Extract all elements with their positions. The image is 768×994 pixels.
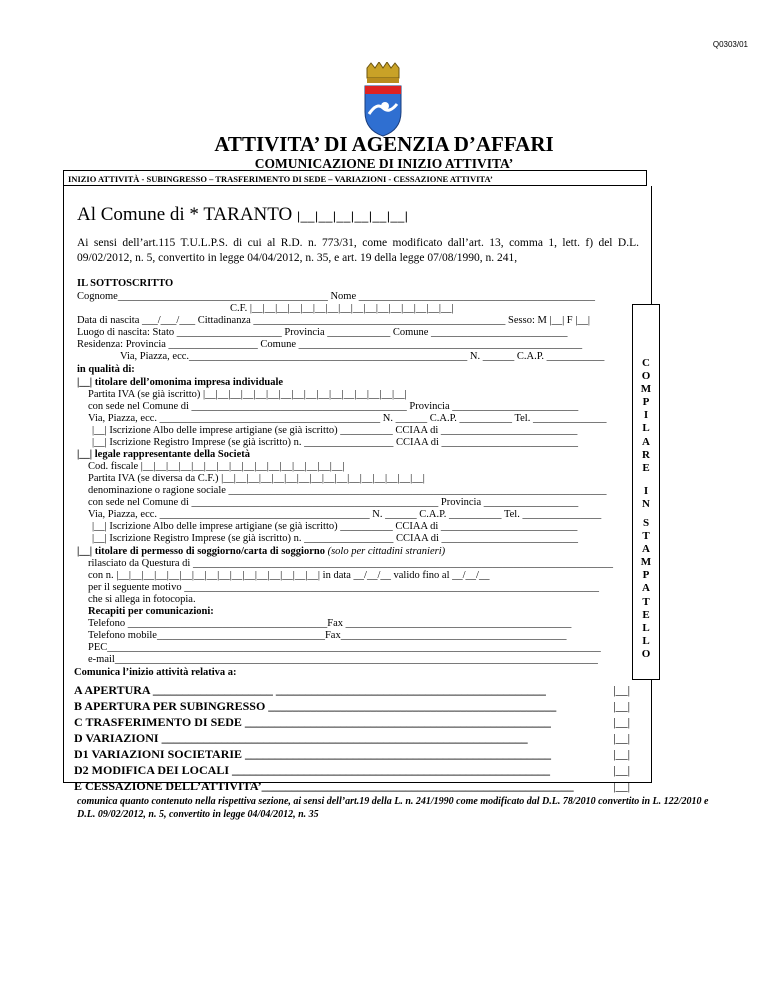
titolare-sede-field[interactable]: con sede nel Comune di _________________________________________ Provincia ________________________ [88, 401, 579, 412]
activity-checkbox[interactable]: |__| [613, 699, 630, 713]
intro-paragraph: Ai sensi dell’art.115 T.U.L.P.S. di cui al R.D. n. 773/31, come modificato dall’art. 13, comma 1, lett. f) del D.L. 09/02/2012, n. 5, convertito in legge 04/04/2012, n. 35, e art. 19 della legge 07/08/1990, n. 241, [77, 237, 639, 264]
activity-row[interactable] [74, 715, 630, 730]
side-instruction-box [632, 304, 660, 680]
titolare-albo-field[interactable]: |__| Iscrizione Albo delle imprese artigiane (se già iscritto) __________ CCIAA di __________________________ [92, 425, 578, 436]
page-title: ATTIVITA’ DI AGENZIA D’AFFARI [214, 132, 554, 156]
activity-checkbox[interactable]: |__| [613, 763, 630, 777]
qualita-heading: in qualità di: [77, 364, 135, 375]
recapiti-heading: Recapiti per comunicazioni: [88, 606, 214, 617]
side-text-stampatello: S T A M P A T E L L O [640, 517, 652, 660]
page-subtitle: COMUNICAZIONE DI INIZIO ATTIVITA’ [254, 156, 514, 171]
legale-sede-field[interactable]: con sede nel Comune di _______________________________________________ Provincia __________________ [88, 497, 579, 508]
activity-label: E CESSAZIONE DELL’ATTIVITA’____________________________________________________ [74, 779, 574, 793]
permesso-label: |__| titolare di permesso di soggiorno/carta di soggiorno [77, 546, 325, 557]
activity-types-bar: INIZIO ATTIVITÀ - SUBINGRESSO – TRASFERIMENTO DI SEDE – VARIAZIONI - CESSAZIONE ATTIVITA’ [63, 170, 647, 186]
side-text-in: I N [642, 485, 650, 511]
legale-via-field[interactable]: Via, Piazza, ecc. ________________________________________ N. ______ C.A.P. __________ Tel. _______________ [88, 509, 602, 520]
form-code: Q0303/01 [712, 40, 748, 49]
titolare-option[interactable]: |__| titolare dell’omonima impresa individuale [77, 377, 284, 388]
nascita-field[interactable]: Data di nascita ___/___/___ Cittadinanza ________________________________________________ Sesso: M |__| F |__| [77, 315, 590, 326]
comune-prefix: Al Comune di * [77, 204, 199, 225]
legale-piva-field[interactable]: Partita IVA (se diversa da C.F.) |__|__|__|__|__|__|__|__|__|__|__|__|__|__|__|__| [88, 473, 425, 484]
activity-row[interactable] [74, 731, 630, 746]
pec-field[interactable]: PEC______________________________________________________________________________________________ [88, 642, 601, 653]
activity-label: A APERTURA ____________________ _____________________________________________ [74, 683, 546, 697]
legale-denominazione-field[interactable]: denominazione o ragione sociale ________________________________________________________________________ [88, 485, 607, 496]
activity-label: D2 MODIFICA DEI LOCALI _____________________________________________________ [74, 763, 551, 777]
comune-name[interactable]: TARANTO [203, 204, 293, 225]
legale-registro-field[interactable]: |__| Iscrizione Registro Imprese (se già iscritto) n. _________________ CCIAA di __________________________ [92, 533, 578, 544]
comunica-heading: Comunica l’inizio attività relativa a: [74, 667, 237, 678]
activity-row[interactable] [74, 779, 630, 794]
permesso-option[interactable] [77, 546, 445, 557]
telefono-fax-field[interactable]: Telefono ______________________________________Fax ___________________________________________ [88, 618, 572, 629]
permesso-note: (solo per cittadini stranieri) [327, 546, 446, 557]
legale-albo-field[interactable]: |__| Iscrizione Albo delle imprese artigiane (se già iscritto) __________ CCIAA di __________________________ [92, 521, 578, 532]
activity-label: C TRASFERIMENTO DI SEDE ___________________________________________________ [74, 715, 551, 729]
activity-checkbox[interactable]: |__| [613, 715, 630, 729]
codice-fiscale-field[interactable]: C.F. |__|__|__|__|__|__|__|__|__|__|__|__|__|__|__|__| [230, 303, 454, 314]
permesso-motivo-field[interactable]: per il seguente motivo _______________________________________________________________________________ [88, 582, 599, 593]
city-crest-icon [355, 62, 411, 138]
titolare-via-field[interactable]: Via, Piazza, ecc. __________________________________________ N. ______ C.A.P. __________ Tel. ______________ [88, 413, 607, 424]
side-text-compilare: C O M P I L A R E [640, 357, 652, 474]
activity-row[interactable] [74, 699, 630, 714]
activity-label: B APERTURA PER SUBINGRESSO ________________________________________________ [74, 699, 557, 713]
luogo-nascita-field[interactable]: Luogo di nascita: Stato ____________________ Provincia ____________ Comune __________________________ [77, 327, 568, 338]
footer-note: comunica quanto contenuto nella rispettiva sezione, ai sensi dell’art.19 della L. n. 241/1990 come modificato dal D.L. 78/2010 convertito in L. 122/2010 e D.L. 09/02/2012, n. 5, convertito in legge 04/04/2012, n. 35 [77, 796, 709, 820]
activity-label: D VARIAZIONI _____________________________________________________________ [74, 731, 528, 745]
permesso-allega-text: che si allega in fotocopia. [88, 594, 196, 605]
permesso-questura-field[interactable]: rilasciato da Questura di ________________________________________________________________________________ [88, 558, 613, 569]
titolare-piva-field[interactable]: Partita IVA (se già iscritto) |__|__|__|__|__|__|__|__|__|__|__|__|__|__|__|__| [88, 389, 407, 400]
legale-cf-field[interactable]: Cod. fiscale |__|__|__|__|__|__|__|__|__|__|__|__|__|__|__|__| [88, 461, 345, 472]
residenza-field[interactable]: Residenza: Provincia _________________ Comune ______________________________________________________ [77, 339, 583, 350]
cognome-nome-field[interactable]: Cognome________________________________________ Nome _____________________________________________ [77, 291, 595, 302]
titolare-registro-field[interactable]: |__| Iscrizione Registro Imprese (se già iscritto) n. _________________ CCIAA di __________________________ [92, 437, 578, 448]
activity-checkbox[interactable]: |__| [613, 747, 630, 761]
legale-option[interactable]: |__| legale rappresentante della Società [77, 449, 250, 460]
activity-label: D1 VARIAZIONI SOCIETARIE ___________________________________________________ [74, 747, 552, 761]
activity-row[interactable] [74, 763, 630, 778]
email-field[interactable]: e-mail____________________________________________________________________________________________ [88, 654, 598, 665]
activity-checkbox[interactable]: |__| [613, 731, 630, 745]
activity-checkbox[interactable]: |__| [613, 683, 630, 697]
activity-row[interactable] [74, 683, 630, 698]
residenza-via-field[interactable]: Via, Piazza, ecc._____________________________________________________ N. ______ C.A.P. ___________ [120, 351, 605, 362]
mobile-fax-field[interactable]: Telefono mobile________________________________Fax___________________________________________ [88, 630, 567, 641]
activity-checkbox[interactable]: |__| [613, 779, 630, 793]
comune-code-boxes[interactable]: |__|__|__|__|__|__| [297, 209, 409, 223]
activity-row[interactable] [74, 747, 630, 762]
sottoscritto-heading: IL SOTTOSCRITTO [77, 278, 174, 289]
permesso-numero-field[interactable]: con n. |__|__|__|__|__|__|__|__|__|__|__|__|__|__|__|__| in data __/__/__ valido fino al __/__/__ [88, 570, 490, 581]
comune-line [77, 204, 408, 226]
